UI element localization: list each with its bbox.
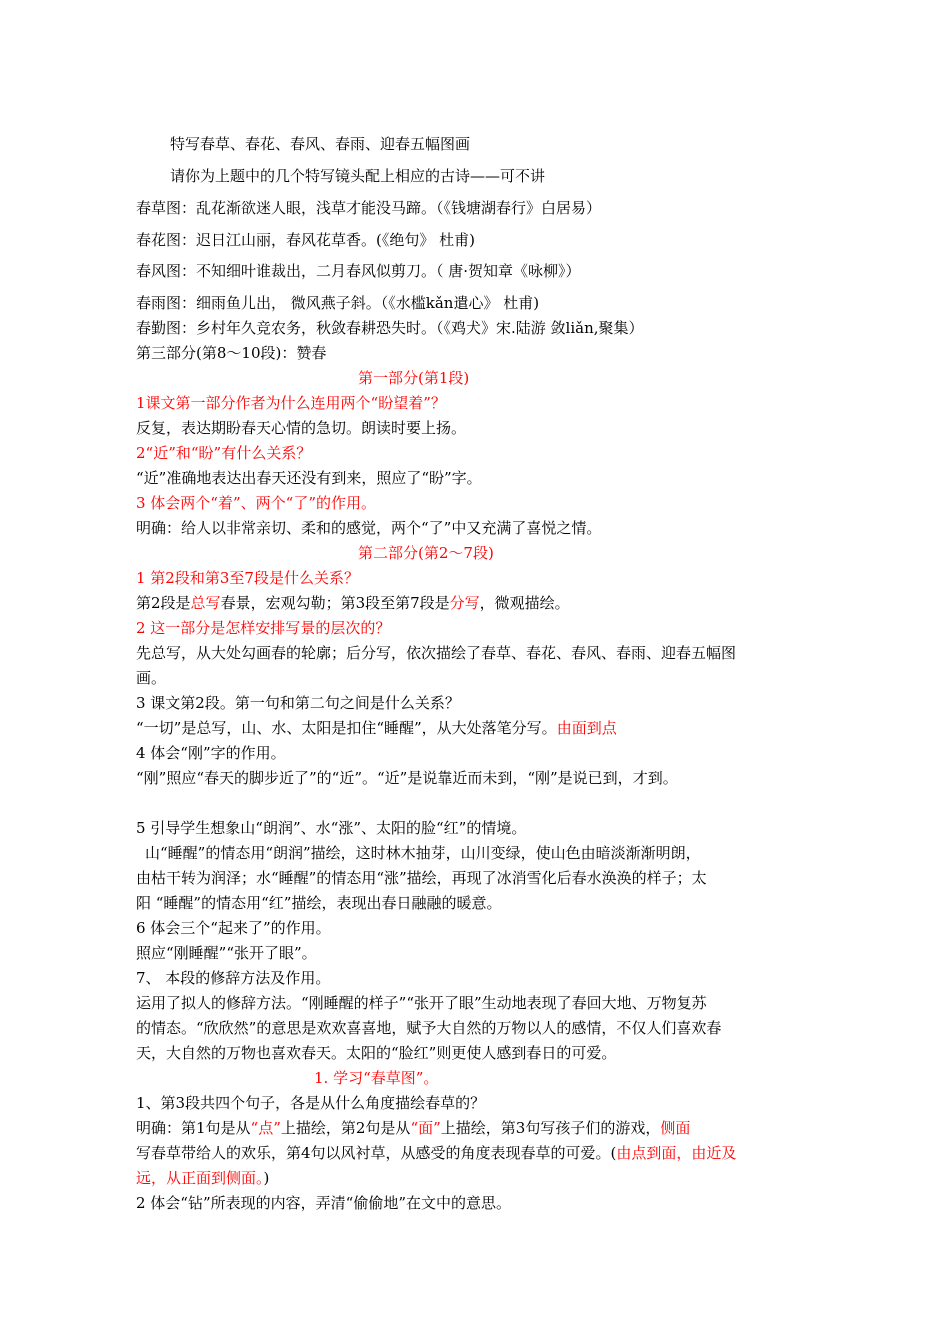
question <box>136 443 311 463</box>
text-segment: 春雨图：细雨鱼儿出， 微风燕子斜。（《水槛kǎn遣心》 杜甫) <box>136 294 540 312</box>
text-segment: “一切”是总写，山、水、太阳是扣住“睡醒”，从大处落笔分写。 <box>136 719 557 737</box>
text-line <box>136 893 501 913</box>
text-line <box>136 318 644 338</box>
text-segment: 画。 <box>136 669 167 687</box>
text-line <box>136 343 326 363</box>
text-line <box>136 1143 736 1163</box>
emphasis-text: 由点到面，由近及 <box>616 1144 737 1162</box>
emphasis-text: 侧面 <box>660 1119 691 1137</box>
text-segment: 春勤图：乡村年久竞农务，秋敛春耕恐失时。（《鸡犬》宋.陆游 敛liǎn,聚集） <box>136 319 644 337</box>
text-line <box>136 993 707 1013</box>
question <box>136 568 359 588</box>
emphasis-text: 1 第2段和第3至7段是什么关系？ <box>136 569 359 587</box>
emphasis-text: 3 体会两个“着”、两个“了”的作用。 <box>136 494 376 512</box>
text-line <box>136 1118 690 1138</box>
emphasis-text: 2 这一部分是怎样安排写景的层次的？ <box>136 619 391 637</box>
question <box>136 393 446 413</box>
text-segment: 先总写，从大处勾画春的轮廓；后分写，依次描绘了春草、春花、春风、春雨、迎春五幅图 <box>136 644 737 662</box>
section-heading <box>358 543 494 563</box>
text-segment: 阳 “睡醒”的情态用“红”描绘，表现出春日融融的暖意。 <box>136 894 502 912</box>
text-segment: 请你为上题中的几个特写镜头配上相应的古诗——可不讲 <box>170 167 546 185</box>
text-segment: 特写春草、春花、春风、春雨、迎春五幅图画 <box>170 135 471 153</box>
question <box>136 1193 511 1213</box>
text-segment: 7、 本段的修辞方法及作用。 <box>136 969 331 987</box>
question <box>136 918 331 938</box>
text-line <box>136 261 581 281</box>
text-line <box>170 166 545 186</box>
text-line <box>136 230 475 250</box>
text-line <box>136 518 601 538</box>
text-line <box>136 293 539 313</box>
text-segment: 明确：给人以非常亲切、柔和的感觉，两个“了”中又充满了喜悦之情。 <box>136 519 602 537</box>
text-line <box>136 593 570 613</box>
text-line <box>136 468 482 488</box>
text-segment: 写春草带给人的欢乐，第4句以风衬草，从感受的角度表现春草的可爱。( <box>136 1144 617 1162</box>
question <box>136 818 526 838</box>
text-segment: 春景，宏观勾勒；第3段至第7段是 <box>220 594 450 612</box>
text-line <box>136 668 166 688</box>
text-segment: “刚”照应“春天的脚步近了”的“近”。“近”是说靠近而未到，“刚”是说已到，才到。 <box>136 769 678 787</box>
question <box>136 743 286 763</box>
emphasis-text: 2“近”和“盼”有什么关系？ <box>136 444 312 462</box>
emphasis-text: 远，从正面到侧面。 <box>136 1169 264 1187</box>
text-segment: 3 课文第2段。第一句和第二句之间是什么关系？ <box>136 694 460 712</box>
emphasis-text: 第一部分(第1段) <box>358 369 470 387</box>
text-line <box>136 1018 721 1038</box>
text-segment: 5 引导学生想象山“朗润”、水“涨”、太阳的脸“红”的情境。 <box>136 819 527 837</box>
text-segment: 运用了拟人的修辞方法。“刚睡醒的样子”“张开了眼”生动地表现了春回大地、万物复苏 <box>136 994 707 1012</box>
text-line <box>136 768 678 788</box>
text-segment: 第三部分(第8～10段)：赞春 <box>136 344 327 362</box>
emphasis-text: 第二部分(第2～7段) <box>358 544 494 562</box>
text-line <box>136 868 707 888</box>
section-heading <box>314 1068 438 1088</box>
question <box>136 1093 485 1113</box>
text-line <box>136 1168 269 1188</box>
text-segment: 上描绘，第3句写孩子们的游戏， <box>440 1119 661 1137</box>
emphasis-text: 分写 <box>449 594 480 612</box>
text-segment: 山“睡醒”的情态用“朗润”描绘，这时林木抽芽，山川变绿，使山色由暗淡渐渐明朗， <box>145 844 701 862</box>
text-segment: 春草图：乱花渐欲迷人眼，浅草才能没马蹄。（《钱塘湖春行》白居易） <box>136 199 602 217</box>
text-segment: 1、第3段共四个句子，各是从什么角度描绘春草的？ <box>136 1094 486 1112</box>
text-segment: ) <box>263 1169 270 1187</box>
emphasis-text: “面” <box>410 1119 441 1137</box>
question <box>136 618 390 638</box>
question <box>136 493 376 513</box>
text-segment: 照应“刚睡醒”“张开了眼”。 <box>136 944 317 962</box>
emphasis-text: 1课文第一部分作者为什么连用两个“盼望着”？ <box>136 394 446 412</box>
text-segment: 春风图：不知细叶谁裁出，二月春风似剪刀。（ 唐·贺知章《咏柳》） <box>136 262 581 280</box>
text-segment: 明确：第1句是从 <box>136 1119 251 1137</box>
section-heading <box>358 368 469 388</box>
text-segment: 反复，表达期盼春天心情的急切。朗读时要上扬。 <box>136 419 467 437</box>
text-line <box>136 198 601 218</box>
text-segment: 6 体会三个“起来了”的作用。 <box>136 919 331 937</box>
text-line <box>136 1043 616 1063</box>
question <box>136 693 460 713</box>
text-line <box>136 718 617 738</box>
text-segment: 由枯干转为润泽；水“睡醒”的情态用“涨”描绘，再现了冰消雪化后春水涣涣的样子；太 <box>136 869 707 887</box>
text-line <box>136 643 736 663</box>
text-line <box>145 843 701 863</box>
text-segment: 2 体会“钻”所表现的内容，弄清“偷偷地”在文中的意思。 <box>136 1194 511 1212</box>
text-segment: 第2段是 <box>136 594 191 612</box>
text-segment: “近”准确地表达出春天还没有到来，照应了“盼”字。 <box>136 469 482 487</box>
text-segment: 4 体会“刚”字的作用。 <box>136 744 286 762</box>
text-line <box>136 418 466 438</box>
text-segment: 的情态。“欣欣然”的意思是欢欢喜喜地，赋予大自然的万物以人的感情，不仅人们喜欢春 <box>136 1019 722 1037</box>
text-segment: ，微观描绘。 <box>479 594 570 612</box>
text-line <box>136 943 317 963</box>
emphasis-text: 总写 <box>190 594 221 612</box>
text-segment: 春花图：迟日江山丽，春风花草香。(《绝句》 杜甫) <box>136 231 475 249</box>
text-segment: 上描绘，第2句是从 <box>280 1119 411 1137</box>
question <box>136 968 330 988</box>
emphasis-text: “点” <box>250 1119 281 1137</box>
emphasis-text: 1. 学习“春草图”。 <box>314 1069 439 1087</box>
text-segment: 天，大自然的万物也喜欢春天。太阳的“脸红”则更使人感到春日的可爱。 <box>136 1044 617 1062</box>
emphasis-text: 由面到点 <box>556 719 617 737</box>
text-line <box>170 134 470 154</box>
